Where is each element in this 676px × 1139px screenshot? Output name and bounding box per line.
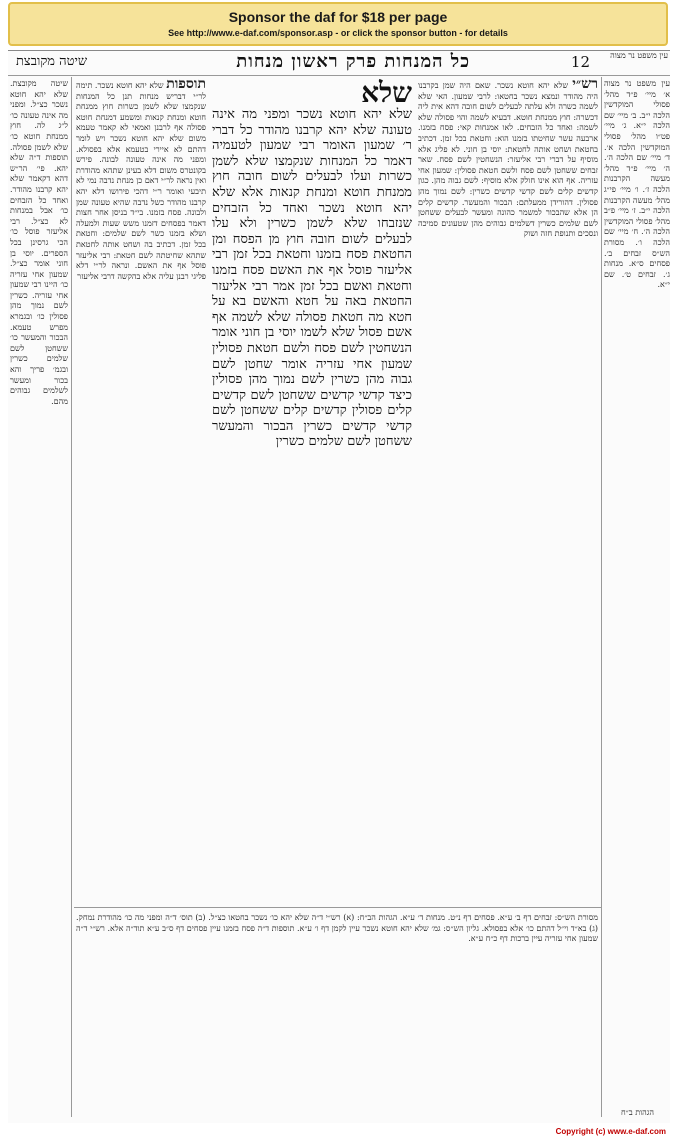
- page-number: 12: [570, 53, 590, 71]
- sponsor-title[interactable]: Sponsor the daf for $18 per page: [228, 9, 448, 25]
- left-margin-divider: [71, 77, 72, 1117]
- header-divider: [8, 75, 670, 76]
- page-title: כל המנחות פרק ראשון מנחות: [236, 51, 470, 72]
- talmud-page: [8, 50, 670, 1123]
- hagahot-label: הגהות ב״ח: [621, 1108, 654, 1117]
- tosafot-column: [76, 79, 206, 899]
- gemara-lead-word: שלא: [361, 79, 412, 109]
- sponsor-subtitle[interactable]: See http://www.e-daf.com/sponsor.asp - or click the sponsor button - for details: [168, 28, 508, 38]
- shita-column: שיטה מקובצת. שלא יהא חוטא נשכר כצ״ל. ומפני מה אינה טעונה כו׳ ל״ג לה. חוץ ממנחת חוטא כו׳ שלא לשמן פסולה. תוספות ד״ה שלא יהא. פי׳ הר״ש דהא דקאמר שלא יהא קרבנו מהודר. ואחד כל הזבחים כו׳ אבל במנחות לא כצ״ל. רבי אליעזר פוסל כו׳ הכי גרסינן בכל הספרים. יוסי בן חוני אומר כצ״ל. שמעון אחי עזריה כו׳ היינו רבי שמעון אחי עזריה. כשרין לשם נמוך מהן פסולין כו׳ ובגמרא מפרש טעמא. הבכור והמעשר כו׳ ששחטן לשם שלמים כשרין ובגמ׳ פריך והא בכור ומעשר לשלמים גבוהים מהם.: [10, 79, 68, 406]
- right-margin-divider: [601, 77, 602, 1117]
- tosafot-text: שלא יהא חוטא נשכר. תימה לר״י דבריש מנחות תנן כל המנחות שנקמצו שלא לשמן כשרות חוץ ממנחת חוטא ומנחת קנאות ומשמע דמנחת חוטא פסולה אף לרבנן ואמאי לא קאמר טעמא משום שלא יהא חוטא נשכר ויש לומר דהתם לא איירי בטעמא אלא בפסולא. ומפני מה אינה טעונה לבונה. פירש בקונטרס משום דלא בעינן שתהא מהודרת ואין נראה לר״י דאם כן מנחת נדבה נמי לא תיבעי ואומר ר״י דהכי פירושו דלא יהא קרבנו מהודר כשל נדבה שהיא טעונה שמן ולבונה. פסח בזמנו. בי״ד בניסן אחר חצות דאמר בפסחים דזמנו משש שעות ולמעלה ושלא בזמנו כשר לשם שלמים: וחטאת בכל זמן. דכתיב בה ושחט אותה לחטאת שתהא שחיטתה לשם חטאת: רבי אליעזר פוסל אף את האשם. ונראה לר״י דלא פליגי רבנן עליה אלא בהקשה דרבי אליעזר: [76, 81, 206, 281]
- rashi-label: רש״י: [572, 79, 598, 92]
- gemara-column: [212, 79, 412, 899]
- shita-header: שיטה מקובצת: [16, 54, 88, 69]
- page-header: [8, 51, 670, 73]
- copyright-notice[interactable]: Copyright (c) www.e-daf.com: [555, 1127, 666, 1136]
- gemara-text: שלא יהא חוטא נשכר ומפני מה אינה טעונה שלא יהא קרבנו מהודר כל דברי ר׳ שמעון האומר רבי שמעון לטעמיה דאמר כל המנחות שנקמצו שלא לשמן כשרות ועלו לבעלים לשום חובה חוץ ממנחת חוטא ומנחת קנאות אלא שלא יהא חוטא נשכר ואחד כל הזבחים שנזבחו שלא לשמן כשרין ולא עלו לבעלים לשום חובה חוץ מן הפסח ומן החטאת פסח בזמנו וחטאת בכל זמן רבי אליעזר פוסל אף את האשם פסח בזמנו וחטאת ואשם בכל זמן אמר רבי אליעזר החטאת באה על חטא והאשם בא על חטא מה חטאת פסולה שלא לשמה אף אשם פסול שלא לשמו יוסי בן חוני אומר הנשחטין לשם פסח ולשם חטאת פסולין שמעון אחי עזריה אומר שחטן לשם גבוה מהן כשרין לשם נמוך מהן פסולין כיצד קדשי קדשים ששחטן לשם קדשים קלים פסולין קדשים קלים ששחטן לשם קדשי קדשים כשרין הבכור והמעשר ששחטן לשם שלמים כשרין: [212, 107, 412, 450]
- ein-mishpat-column: עין משפט נר מצוה א׳ מיי׳ פ״ד מהל׳ פסולי המוקדשין הלכה י״ב. ב׳ מיי׳ שם הלכה י״א. ג׳ מיי׳ פט״ו מהל׳ פסולי המוקדשין הלכה א׳. ד׳ מיי׳ שם הלכה ה׳. ה׳ מיי׳ פ״ד מהל׳ מעשה הקרבנות הלכה ז׳. ו׳ מיי׳ פי״ג מהל׳ מעשה הקרבנות הלכה י״ב. ז׳ מיי׳ פ״ב מהל׳ פסולי המוקדשין הלכה ה׳. ח׳ מיי׳ שם הלכה ו׳. מסורת הש״ס זבחים ב׳. פסחים ס״א. מנחות ג׳. זבחים ט׳. שם י״א.: [604, 79, 670, 290]
- sponsor-banner[interactable]: [8, 2, 668, 46]
- rashi-text: שלא יהא חוטא נשכר. שאם היה שמן בקרבנו היה מהודר ונמצא נשכר בחטאו: לרבי שמעון. האי שלא לשמה כשרה ולא עלתה לבעלים לשום חובה דהא אית ליה דכשרה: חוץ ממנחת חוטא. דבעיא לשמה והוי פסולה שלא לשמה: ואחד כל הזבחים. לאו אמנחות קאי: פסח בזמנו. ארבעה עשר שחיטתו בזמנו הוא: וחטאת בכל זמן. דכתיב בחטאת ושחט אותה לחטאת: יוסי בן חוני. לא פליג אלא מוסיף על דברי רבי אליעזר: הנשחטין לשם פסח. שאר זבחים ששחטן לשם פסח ולשם חטאת פסולין: שמעון אחי עזריה. אף הוא אינו חולק אלא מוסיף: לשם גבוה מהן. כגון קדשים קלים לשם קדשי קדשים כשרין: לשם נמוך מהן פסולין. דהורידן ממעלתם: הבכור והמעשר. קדשים קלים הן אלא שהבכור למשמר כהונה ומעשר לבעלים ששחטן לשם שלמים כשרין דשלמים גבוהים מהן שטעונים סמיכה ונסכים ותנופת חזה ושוק: [418, 81, 598, 239]
- ein-mishpat-header: עין משפט נר מצוה: [610, 51, 668, 60]
- tosafot-label: תוספות: [166, 79, 206, 92]
- rashi-column: [418, 79, 598, 899]
- bottom-notes: מסורת הש״ס: זבחים דף ב׳ ע״א. פסחים דף נ״ט. מנחות ד׳ ע״א. הגהות הב״ח: (א) רש״י ד״ה שלא יהא כו׳ נשכר בחטאו כצ״ל. (ב) תוס׳ ד״ה ומפני מה כו׳ מהודרת נמחק. (ג) בא״ד וי״ל דהתם כו׳ אלא בפסולא. גליון הש״ס: גמ׳ שלא יהא חוטא נשכר עיין לקמן דף ו׳ ע״א. תוספות ד״ה פסח בזמנו עיין פסחים דף ס״ב ע״א תוד״ה אלא. רש״י ד״ה שמעון אחי עזריה עיין ברכות דף כ״ח ע״א.: [76, 913, 598, 944]
- bottom-divider: [74, 907, 602, 908]
